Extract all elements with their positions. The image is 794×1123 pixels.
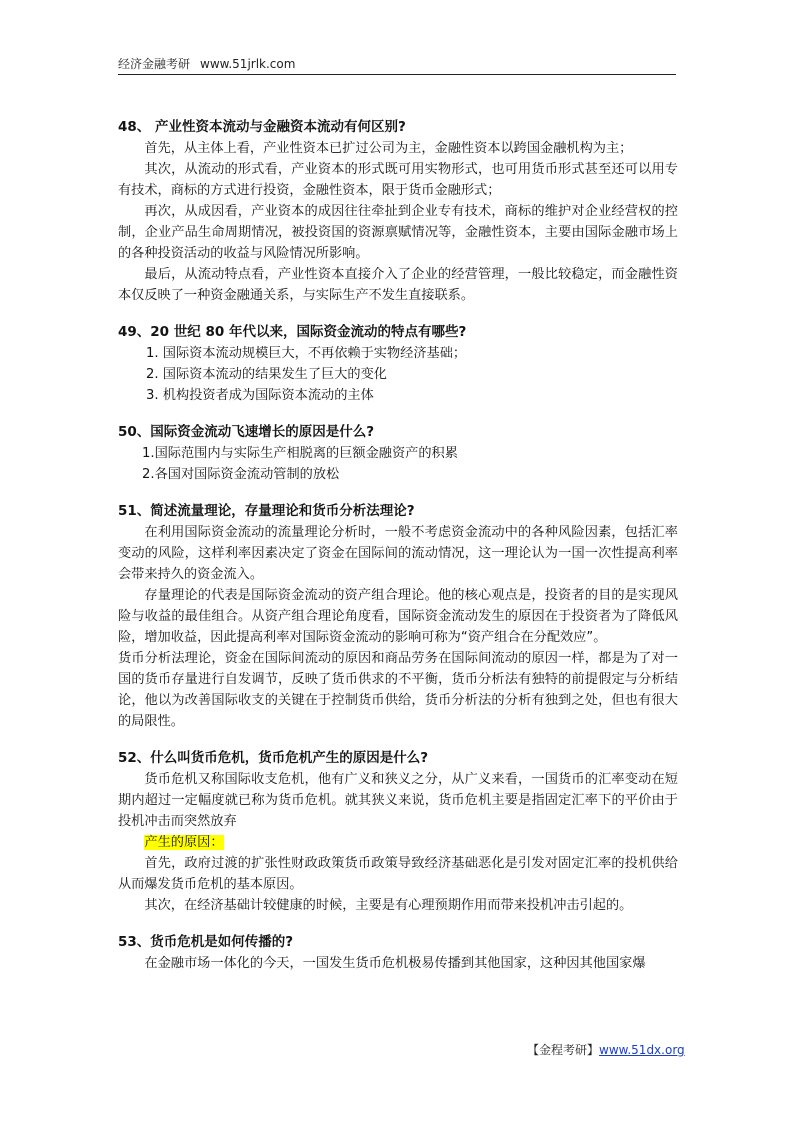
footer-link[interactable]: www.51dx.org: [599, 1043, 685, 1057]
paragraph: 首先，政府过渡的扩张性财政政策货币政策导致经济基础恶化是引发对固定汇率的投机供给从而爆发货币危机的基本原因。: [118, 856, 678, 892]
page-header: [118, 56, 676, 75]
paragraph: 其次，从流动的形式看，产业资本的形式既可用实物形式，也可用货币形式甚至还可以用专有技术，商标的方式进行投资，金融性资本，限于货币金融形式；: [118, 162, 678, 198]
question-50-heading: 50、国际资金流动飞速增长的原因是什么?: [118, 424, 375, 440]
list-item: 1.国际范围内与实际生产相脱离的巨额金融资产的积累: [142, 446, 458, 461]
question-51-heading: 51、简述流量理论，存量理论和货币分析法理论?: [118, 503, 415, 519]
question-52-heading: 52、什么叫货币危机，货币危机产生的原因是什么?: [118, 750, 429, 766]
question-49-heading: 49、20 世纪 80 年代以来，国际资金流动的特点有哪些?: [118, 324, 467, 340]
paragraph: 最后，从流动特点看，产业性资本直接介入了企业的经营管理，一般比较稳定，而金融性资本仅反映了一种资金融通关系，与实际生产不发生直接联系。: [118, 267, 678, 303]
question-53-heading: 53、货币危机是如何传播的?: [118, 934, 294, 950]
highlight-line: [118, 832, 678, 853]
paragraph: 再次，从成因看，产业资本的成因往往牵扯到企业专有技术，商标的维护对企业经营权的控制，企业产品生命周期情况，被投资国的资源禀赋情况等，金融性资本，主要由国际金融市场上的各种投资活动的收益与风险情况所影响。: [118, 204, 678, 261]
document-body: [118, 117, 678, 974]
paragraph: 在金融市场一体化的今天，一国发生货币危机极易传播到其他国家，这种因其他国家爆: [144, 956, 646, 971]
question-48-heading: 48、 产业性资本流动与金融资本流动有何区别?: [118, 119, 406, 135]
paragraph: 首先，从主体上看，产业性资本已扩过公司为主，金融性资本以跨国金融机构为主；: [144, 141, 633, 156]
list-item: 2. 国际资本流动的结果发生了巨大的变化: [146, 367, 387, 382]
paragraph: 存量理论的代表是国际资金流动的资产组合理论。他的核心观点是，投资者的目的是实现风险与收益的最佳组合。从资产组合理论角度看，国际资金流动发生的原因在于投资者为了降低风险，增加收益，因此提高利率对国际资金流动的影响可称为“资产组合在分配效应”。: [118, 588, 678, 645]
list-item: 3. 机构投资者成为国际资本流动的主体: [146, 388, 374, 403]
list-item: 2.各国对国际资金流动管制的放松: [142, 467, 340, 482]
header-site[interactable]: www.51jrlk.com: [200, 57, 296, 71]
highlighted-text: 产生的原因：: [144, 835, 224, 850]
list-item: 1. 国际资本流动规模巨大，不再依赖于实物经济基础；: [146, 346, 467, 361]
paragraph: 货币分析法理论，资金在国际间流动的原因和商品劳务在国际间流动的原因一样，都是为了对一国的货币存量进行自发调节，反映了货币供求的不平衡，货币分析法有独特的前提假定与分析结论，他以为改善国际收支的关键在于控制货币供给，货币分析法的分析有独到之处，但也有很大的局限性。: [118, 651, 678, 729]
paragraph: 在利用国际资金流动的流量理论分析时，一般不考虑资金流动中的各种风险因素，包括汇率变动的风险，这样利率因素决定了资金在国际间的流动情况，这一理论认为一国一次性提高利率会带来持久的资金流入。: [118, 525, 678, 582]
paragraph: 货币危机又称国际收支危机，他有广义和狭义之分，从广义来看，一国货币的汇率变动在短期内超过一定幅度就已称为货币危机。就其狭义来说，货币危机主要是指固定汇率下的平价由于投机冲击而突然放弃: [118, 772, 678, 829]
footer-label: 【金程考研】: [527, 1043, 600, 1057]
page-footer: [527, 1042, 685, 1058]
header-title: 经济金融考研: [118, 57, 191, 71]
paragraph: 其次，在经济基础计较健康的时候，主要是有心理预期作用而带来投机冲击引起的。: [144, 898, 633, 913]
